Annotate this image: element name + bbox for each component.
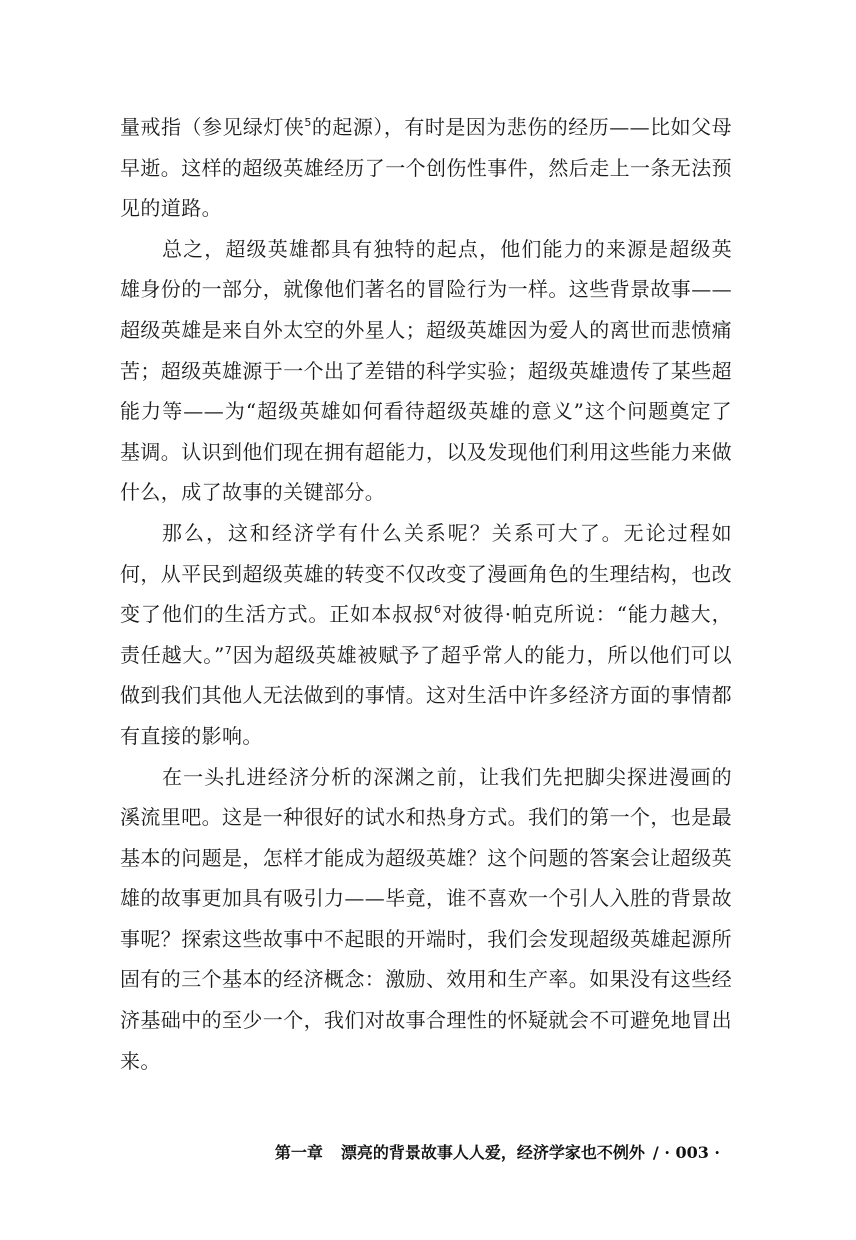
footnote-ref-6[interactable]: 6 bbox=[434, 603, 442, 617]
paragraph-2: 总之，超级英雄都具有独特的起点，他们能力的来源是超级英雄身份的一部分，就像他们著名的冒险行为一样。这些背景故事——超级英雄是来自外太空的外星人；超级英雄因为爱人的离世而悲愤痛苦；超级英雄源于一个出了差错的科学实验；超级英雄遗传了某些超能力等——为“超级英雄如何看待超级英雄的意义”这个问题奠定了基调。认识到他们现在拥有超能力，以及发现他们利用这些能力来做什么，成了故事的关键部分。 bbox=[120, 236, 732, 505]
paragraph-3-text-c: 因为超级英雄被赋予了超乎常人的能力，所以他们可以做到我们其他人无法做到的事情。这对生活中许多经济方面的事情都有直接的影响。 bbox=[120, 642, 732, 748]
footer-chapter-title: 漂亮的背景故事人人爱，经济学家也不例外 bbox=[340, 1143, 645, 1162]
paragraph-1-text-a: 量戒指（参见绿灯侠 bbox=[120, 115, 305, 139]
body-text bbox=[120, 107, 732, 1081]
footnote-ref-7[interactable]: 7 bbox=[224, 643, 233, 657]
footer-chapter-label: 第一章 bbox=[274, 1143, 323, 1162]
paragraph-1-text-b: 的起源），有时是因为悲伤的经历——比如父母早逝。这样的超级英雄经历了一个创伤性事件，然后走上一条无法预见的道路。 bbox=[120, 115, 732, 221]
paragraph-3 bbox=[120, 513, 732, 757]
paragraph-4: 在一头扎进经济分析的深渊之前，让我们先把脚尖探进漫画的溪流里吧。这是一种很好的试水和热身方式。我们的第一个，也是最基本的问题是，怎样才能成为超级英雄？这个问题的答案会让超级英雄的故事更加具有吸引力——毕竟，谁不喜欢一个引人入胜的背景故事呢？探索这些故事中不起眼的开端时，我们会发现超级英雄起源所固有的三个基本的经济概念：激励、效用和生产率。如果没有这些经济基础中的至少一个，我们对故事合理性的怀疑就会不可避免地冒出来。 bbox=[120, 764, 732, 1073]
footer-separator: / bbox=[652, 1143, 659, 1162]
footnote-ref-5[interactable]: 5 bbox=[304, 116, 312, 129]
page-number: · 003 · bbox=[664, 1143, 720, 1162]
running-footer bbox=[275, 1141, 720, 1165]
paragraph-1 bbox=[120, 107, 732, 229]
paragraph-3-text-b: 对彼得·帕克所说：“能力越大，责任越大。” bbox=[120, 602, 732, 667]
paragraph-3-text-a: 那么，这和经济学有什么关系呢？关系可大了。无论过程如何，从平民到超级英雄的转变不仅改变了漫画角色的生理结构，也改变了他们的生活方式。正如本叔叔 bbox=[120, 520, 732, 627]
